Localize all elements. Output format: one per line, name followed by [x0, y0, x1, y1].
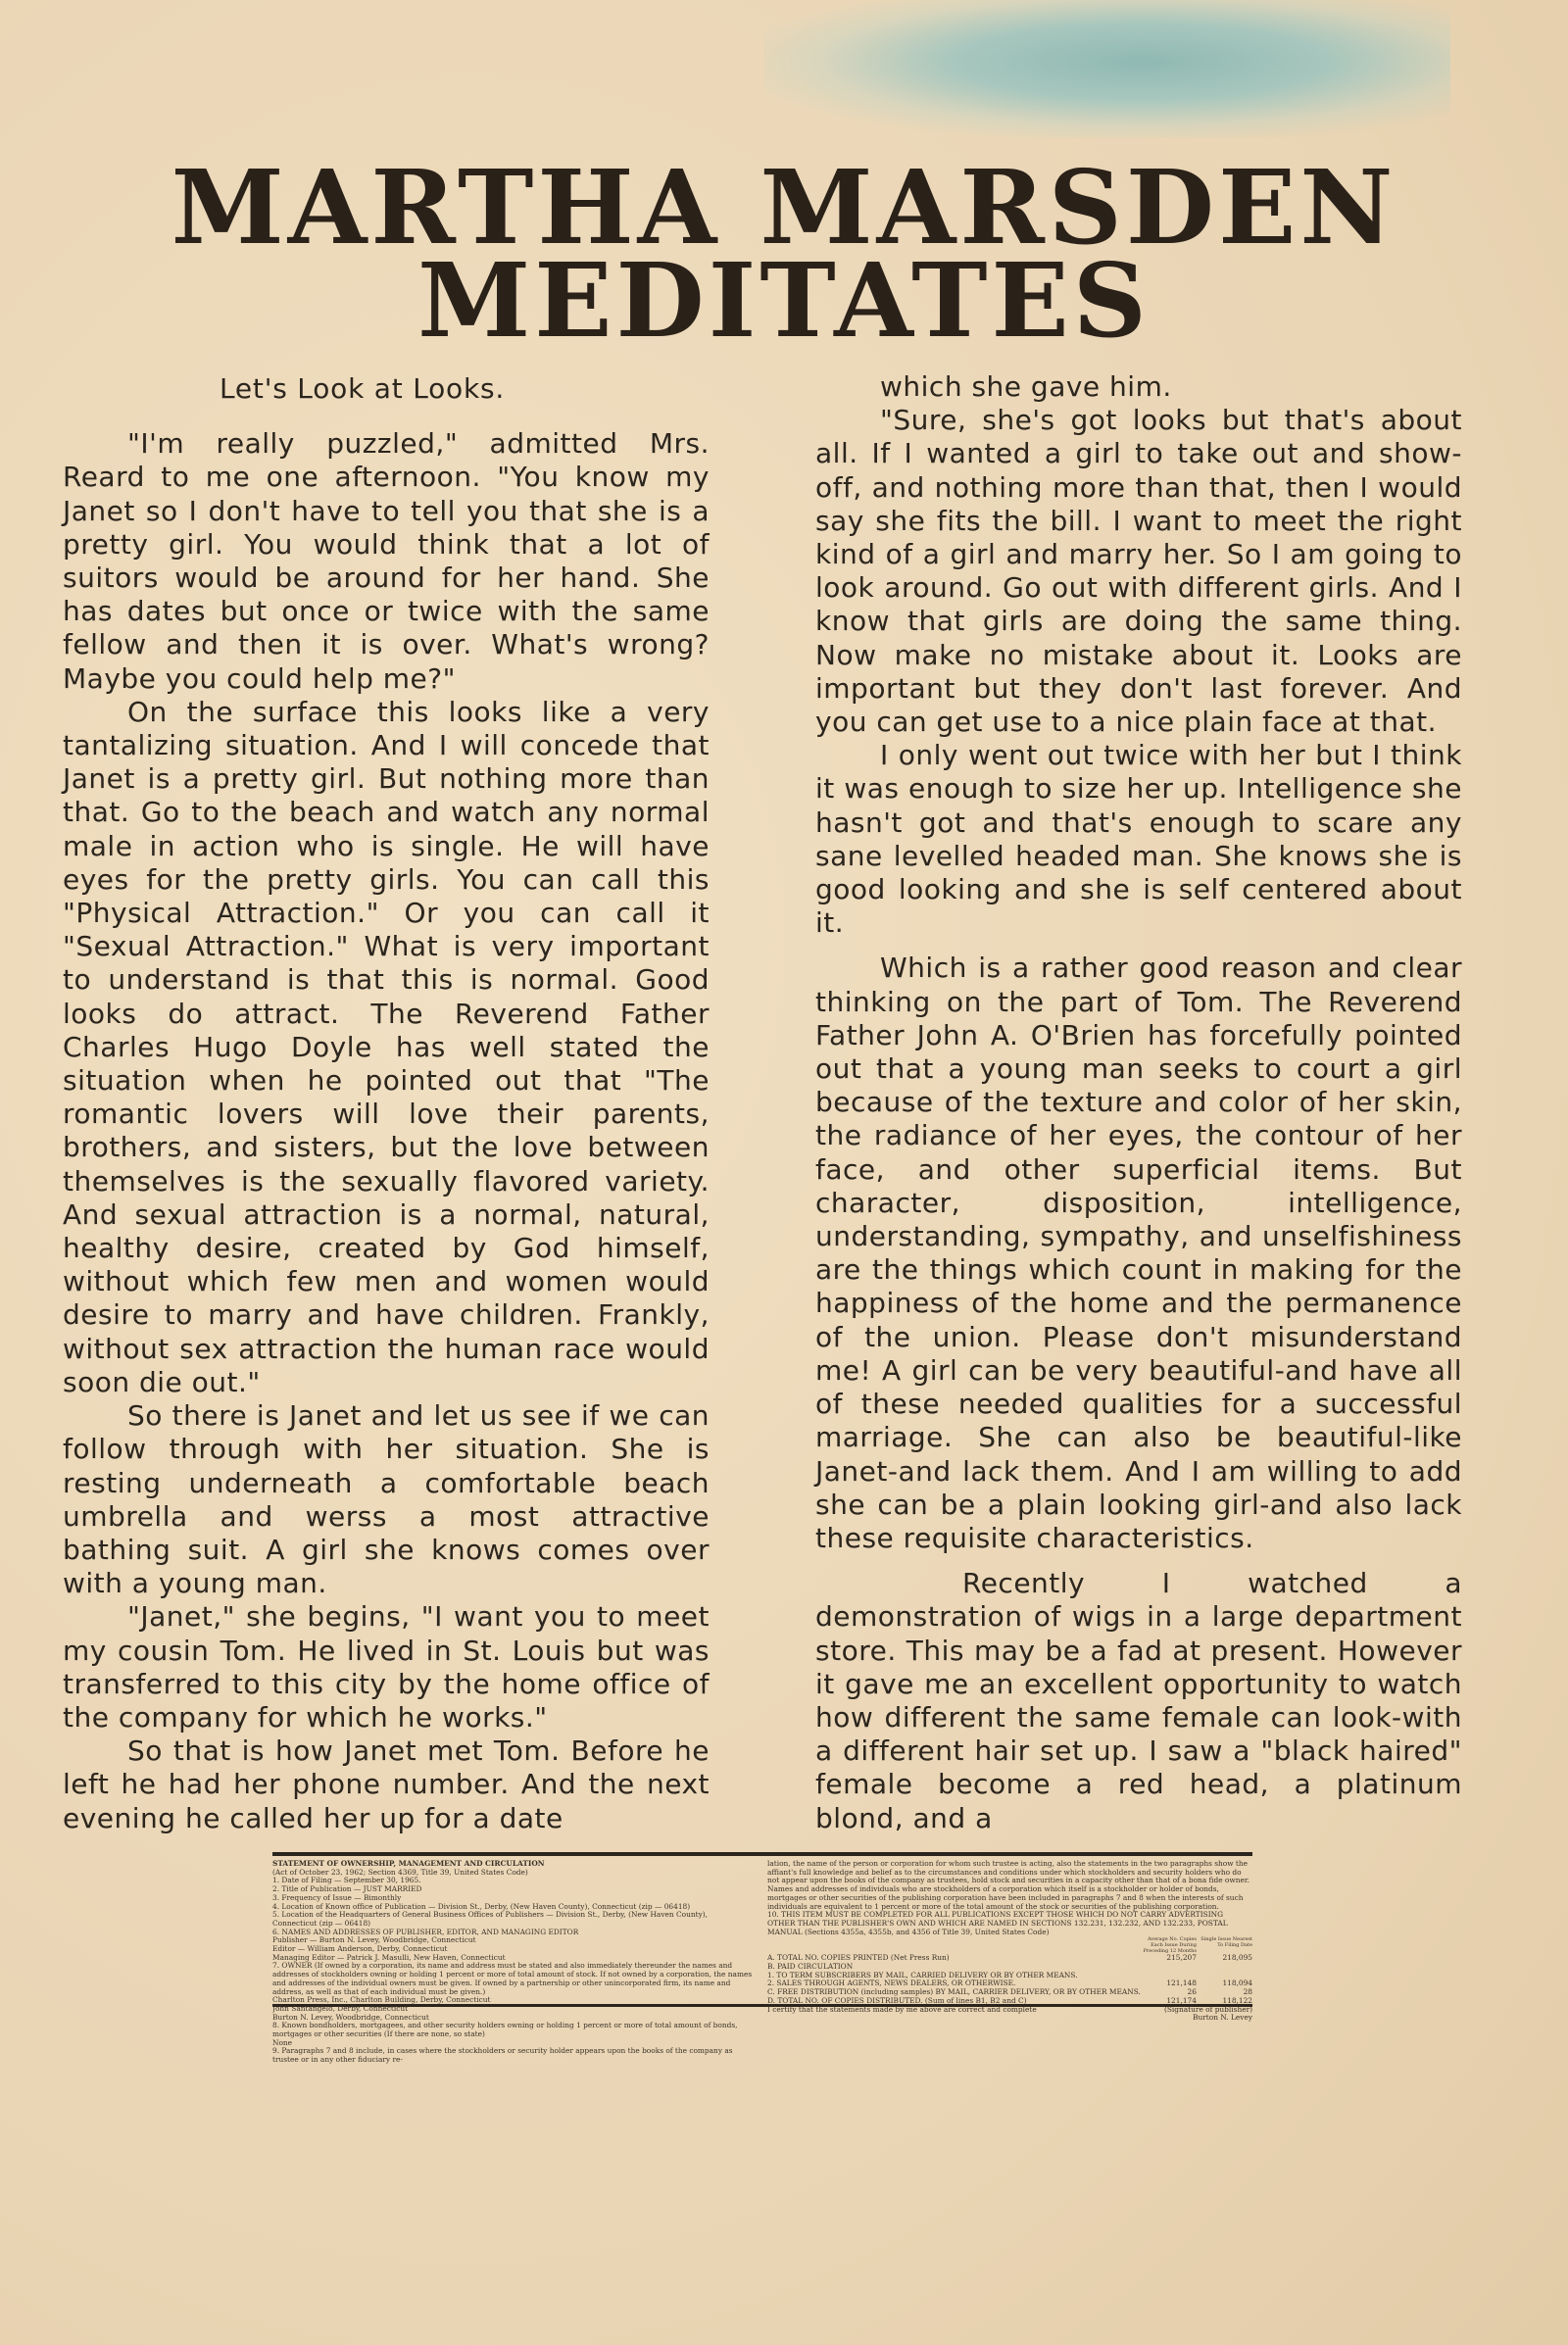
statement-line: 8. Known bondholders, mortgagees, and other security holders owning or holding 1 percent or more of total amount of bonds, mortgages or other securities (If there are none, so state)	[272, 2021, 738, 2039]
article-paragraph: Recently I watched a demonstration of wigs in a large department store. This may be a fad at present. However it gave me an excellent opportunity to watch how different the same female can look-with a different hair set up. I saw a "black haired" female become a red head, a platinum blond, and a	[815, 1567, 1462, 1834]
page-title-line-1: MARTHA MARSDEN	[171, 147, 1397, 268]
statement-line: 1. Date of Filing — September 30, 1965.	[272, 1877, 421, 1885]
statement-line: Editor — William Anderson, Derby, Connecticut	[272, 1945, 448, 1954]
statement-line: Burton N. Levey, Woodbridge, Connecticut	[272, 2013, 429, 2022]
statement-line: Charlton Press, Inc., Charlton Building, Derby, Connecticut	[272, 1996, 491, 2005]
statement-line: 2. Title of Publication — JUST MARRIED	[272, 1885, 422, 1894]
statement-line: 9. Paragraphs 7 and 8 include, in cases where the stockholders or security holder appears upon the books of the company as trustee or in any other fiduciary re-	[272, 2046, 733, 2065]
article-paragraph: So that is how Janet met Tom. Before he left he had her phone number. And the next evening he called her up for a date	[63, 1734, 710, 1834]
article-paragraph: Which is a rather good reason and clear thinking on the part of Tom. The Reverend Father John A. O'Brien has forcefully pointed out that a young man seeks to court a girl because of the texture and color of her skin, the radiance of her eyes, the contour of her face, and other superficial items. But character, disposition, intelligence, understanding, sympathy, and unselfishiness are the things which count in making for the happiness of the home and the permanence of the union. Please don't misunderstand me! A girl can be very beautiful-and have all of these needed qualities for a successful marriage. She can also be beautiful-like Janet-and lack them. And I am willing to add she can be a plain looking girl-and also lack these requisite characteristics.	[815, 952, 1462, 1554]
table-cell-average	[1141, 1963, 1197, 1972]
table-cell-average: 215,207	[1166, 1953, 1197, 1963]
table-cell-average: 26	[1187, 1987, 1197, 1997]
ink-splash-decoration	[764, 0, 1450, 137]
statement-line: 5. Location of the Headquarters of General Business Offices of Publishers — Division St., Derby, (New Haven County), Connecticut (zip — 06418)	[272, 1910, 708, 1928]
article-paragraph: "Janet," she begins, "I want you to meet my cousin Tom. He lived in St. Louis but was transferred to this city by the home office of the company for which he works."	[63, 1600, 710, 1734]
table-cell-single: 118,122	[1222, 1995, 1252, 2005]
statement-line: lation, the name of the person or corporation for whom such trustee is acting, also the statements in the two paragraphs show the affiant's full knowledge and belief as to the circumstances and conditions under which stockholders and security holders who do not appear upon the books of the company as trustees, hold stock and securities in a capacity other than that of a bona fide owner. Names and addresses of individuals who are stockholders of a corporation which itself is a stockholder or holder of bonds, mortgages or other securities of the publishing corporation have been included in paragraphs 7 and 8 when the interests of such individuals are equivalent to 1 percent or more of the total amount of the stock or securities of the publishing corporation.	[767, 1859, 1250, 1911]
table-cell-single: 218,095	[1222, 1953, 1252, 1963]
table-cell-single: 118,094	[1222, 1979, 1252, 1988]
statement-heading: STATEMENT OF OWNERSHIP, MANAGEMENT AND CIRCULATION	[272, 1860, 545, 1868]
statement-line: John Santangelo, Derby, Connecticut	[272, 2004, 409, 2013]
table-cell-label: D. TOTAL NO. OF COPIES DISTRIBUTED. (Sum of lines B1, B2 and C)	[767, 1995, 1027, 2005]
statement-of-ownership	[272, 1852, 1252, 2065]
page-title-line-2: MEDITATES	[417, 240, 1151, 361]
table-cell-label: 2. SALES THROUGH AGENTS, NEWS DEALERS, OR OTHERWISE.	[767, 1979, 1016, 1988]
statement-line: 3. Frequency of Issue — Bimonthly	[272, 1893, 402, 1902]
article-left-column	[63, 372, 710, 1835]
table-cell-average: 121,148	[1166, 1979, 1197, 1988]
article-paragraph: "I'm really puzzled," admitted Mrs. Reard to me one afternoon. "You know my Janet so I don't have to tell you that she is a pretty girl. You would think that a lot of suitors would be around for her hand. She has dates but once or twice with the same fellow and then it is over. What's wrong? Maybe you could help me?"	[63, 427, 710, 695]
article-subhead: Let's Look at Looks.	[220, 372, 506, 405]
statement-line: 6. NAMES AND ADDRESSES OF PUBLISHER, EDITOR, AND MANAGING EDITOR	[272, 1927, 579, 1936]
statement-line: None	[272, 2038, 293, 2047]
table-cell-label: A. TOTAL NO. COPIES PRINTED (Net Press Run)	[767, 1953, 950, 1963]
circulation-table	[767, 1936, 1252, 2023]
article-right-column	[815, 370, 1462, 1835]
statement-line: 7. OWNER (If owned by a corporation, its name and address must be stated and also immediately thereunder the names and addresses of stockholders owning or holding 1 percent or more of total amount of stock. If not owned by a corporation, the names and addresses of the individual owners must be given. If owned by a partnership or other unincorporated firm, its name and address, as well as that of each individual must be given.)	[272, 1961, 753, 1996]
table-row	[767, 2006, 1252, 2023]
article-paragraph: I only went out twice with her but I think it was enough to size her up. Intelligence she hasn't got and that's enough to scare any sane levelled headed man. She knows she is good looking and she is self centered about it.	[815, 739, 1462, 940]
certification-text: I certify that the statements made by me above are correct and complete	[767, 2004, 1037, 2014]
table-cell-average: 121,174	[1166, 1995, 1197, 2005]
table-header-row	[767, 1936, 1252, 1954]
table-header-average: Average No. Copies Each Issue During Preceding 12 Months	[1143, 1936, 1197, 1955]
statement-line: Managing Editor — Patrick J. Masulli, New Haven, Connecticut	[272, 1953, 506, 1962]
publisher-signature: (Signature of publisher) Burton N. Levey	[1163, 2004, 1252, 2023]
table-cell-single	[1197, 1963, 1252, 1972]
table-cell-label: 1. TO TERM SUBSCRIBERS BY MAIL, CARRIED DELIVERY OR BY OTHER MEANS.	[767, 1970, 1078, 1979]
statement-line: Publisher — Burton N. Levey, Woodbridge, Connecticut	[272, 1936, 476, 1945]
article-paragraph: "Sure, she's got looks but that's about all. If I wanted a girl to take out and show-off, and nothing more than that, then I would say she fits the bill. I want to meet the right kind of a girl and marry her. So I am going to look around. Go out with different girls. And I know that girls are doing the same thing. Now make no mistake about it. Looks are important but they don't last forever. And you can get use to a nice plain face at that.	[815, 404, 1462, 739]
article-paragraph: So there is Janet and let us see if we can follow through with her situation. She is resting underneath a comfortable beach umbrella and werss a most attractive bathing suit. A girl she knows comes over with a young man.	[63, 1399, 710, 1600]
statement-line: 10. THIS ITEM MUST BE COMPLETED FOR ALL PUBLICATIONS EXCEPT THOSE WHICH DO NOT CARRY ADVERTISING OTHER THAN THE PUBLISHER'S OWN AND WHICH ARE NAMED IN SECTIONS 132.231, 132.232, AND 132.233, POSTAL MANUAL (Sections 4355a, 4355b, and 4356 of Title 39, United States Code)	[767, 1910, 1228, 1936]
statement-left-column	[272, 1860, 753, 2065]
statement-right-column	[767, 1860, 1252, 2023]
table-cell-label: B. PAID CIRCULATION	[767, 1962, 854, 1972]
statement-line: (Act of October 23, 1962; Section 4369, Title 39, United States Code)	[272, 1868, 528, 1877]
table-header-single: Single Issue Nearest To Filing Date	[1200, 1936, 1252, 1949]
article-paragraph: On the surface this looks like a very tantalizing situation. And I will concede that Janet is a pretty girl. But nothing more than that. Go to the beach and watch any normal male in action who is single. He will have eyes for the pretty girls. You can call this "Physical Attraction." Or you can call it "Sexual Attraction." What is very important to understand is that this is normal. Good looks do attract. The Reverend Father Charles Hugo Doyle has well stated the situation when he pointed out that "The romantic lovers will love their parents, brothers, and sisters, but the love between themselves is the sexually flavored variety. And sexual attraction is a normal, natural, healthy desire, created by God himself, without which few men and women would desire to marry and have children. Frankly, without sex attraction the human race would soon die out."	[63, 695, 710, 1398]
table-cell-single: 28	[1243, 1987, 1252, 1997]
article-paragraph: which she gave him.	[880, 370, 1172, 403]
statement-line: 4. Location of Known office of Publication — Division St., Derby, (New Haven County), Connecticut (zip — 06418)	[272, 1901, 691, 1911]
table-cell-label: C. FREE DISTRIBUTION (including samples) BY MAIL, CARRIER DELIVERY, OR BY OTHER MEANS.	[767, 1987, 1141, 1997]
